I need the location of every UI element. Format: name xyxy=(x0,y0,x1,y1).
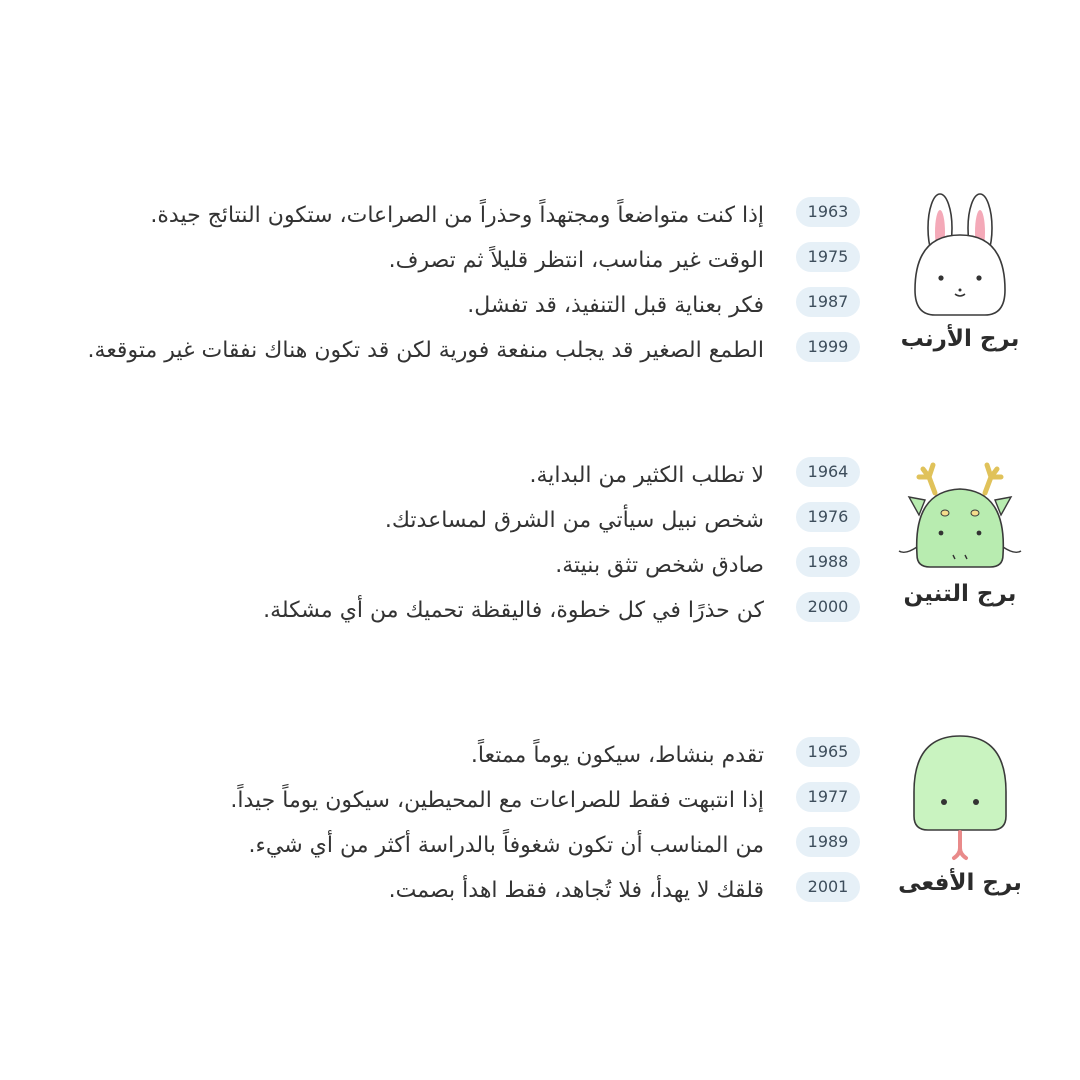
snake-entries xyxy=(30,737,860,917)
year-badge: 1975 xyxy=(796,242,860,272)
year-badge: 1963 xyxy=(796,197,860,227)
year-badge: 1976 xyxy=(796,502,860,532)
snake-icon xyxy=(900,730,1020,870)
dragon-entries xyxy=(30,457,860,637)
rabbit-zodiac xyxy=(880,190,1040,352)
year-badge: 1999 xyxy=(796,332,860,362)
zodiac-name-dragon: برج التنين xyxy=(903,581,1017,607)
fortune-text: لا تطلب الكثير من البداية. xyxy=(529,463,764,488)
list-item xyxy=(30,457,860,502)
zodiac-name-snake: برج الأفعى xyxy=(898,870,1022,896)
list-item xyxy=(30,592,860,637)
year-badge: 2000 xyxy=(796,592,860,622)
fortune-text: كن حذرًا في كل خطوة، فاليقظة تحميك من أي مشكلة. xyxy=(263,598,764,623)
rabbit-entries xyxy=(30,197,860,422)
year-badge: 1987 xyxy=(796,287,860,317)
year-badge: 1977 xyxy=(796,782,860,812)
dragon-icon xyxy=(895,455,1025,575)
year-badge: 2001 xyxy=(796,872,860,902)
year-badge: 1988 xyxy=(796,547,860,577)
year-badge: 1964 xyxy=(796,457,860,487)
list-item xyxy=(30,287,860,332)
list-item xyxy=(30,737,860,782)
fortune-text: شخص نبيل سيأتي من الشرق لمساعدتك. xyxy=(384,508,764,533)
list-item xyxy=(30,502,860,547)
snake-zodiac xyxy=(880,730,1040,896)
fortune-text: إذا كنت متواضعاً ومجتهداً وحذراً من الصراعات، ستكون النتائج جيدة. xyxy=(150,203,764,228)
list-item xyxy=(30,827,860,872)
fortune-text: قلقك لا يهدأ، فلا تُجاهد، فقط اهدأ بصمت. xyxy=(388,878,764,903)
fortune-text: تقدم بنشاط، سيكون يوماً ممتعاً. xyxy=(470,743,764,768)
fortune-text: إذا انتبهت فقط للصراعات مع المحيطين، سيكون يوماً جيداً. xyxy=(230,788,764,813)
zodiac-name-rabbit: برج الأرنب xyxy=(900,326,1020,352)
rabbit-icon xyxy=(905,190,1015,320)
fortune-text: الوقت غير مناسب، انتظر قليلاً ثم تصرف. xyxy=(388,248,764,273)
fortune-text: الطمع الصغير قد يجلب منفعة فورية لكن قد تكون هناك نفقات غير متوقعة. xyxy=(87,338,764,363)
list-item xyxy=(30,872,860,917)
list-item xyxy=(30,782,860,827)
year-badge: 1989 xyxy=(796,827,860,857)
dragon-zodiac xyxy=(880,455,1040,607)
year-badge: 1965 xyxy=(796,737,860,767)
list-item xyxy=(30,242,860,287)
list-item xyxy=(30,332,860,422)
list-item xyxy=(30,197,860,242)
fortune-text: فكر بعناية قبل التنفيذ، قد تفشل. xyxy=(467,293,764,318)
fortune-text: من المناسب أن تكون شغوفاً بالدراسة أكثر من أي شيء. xyxy=(248,833,764,858)
fortune-text: صادق شخص تثق بنيتة. xyxy=(555,553,764,578)
list-item xyxy=(30,547,860,592)
